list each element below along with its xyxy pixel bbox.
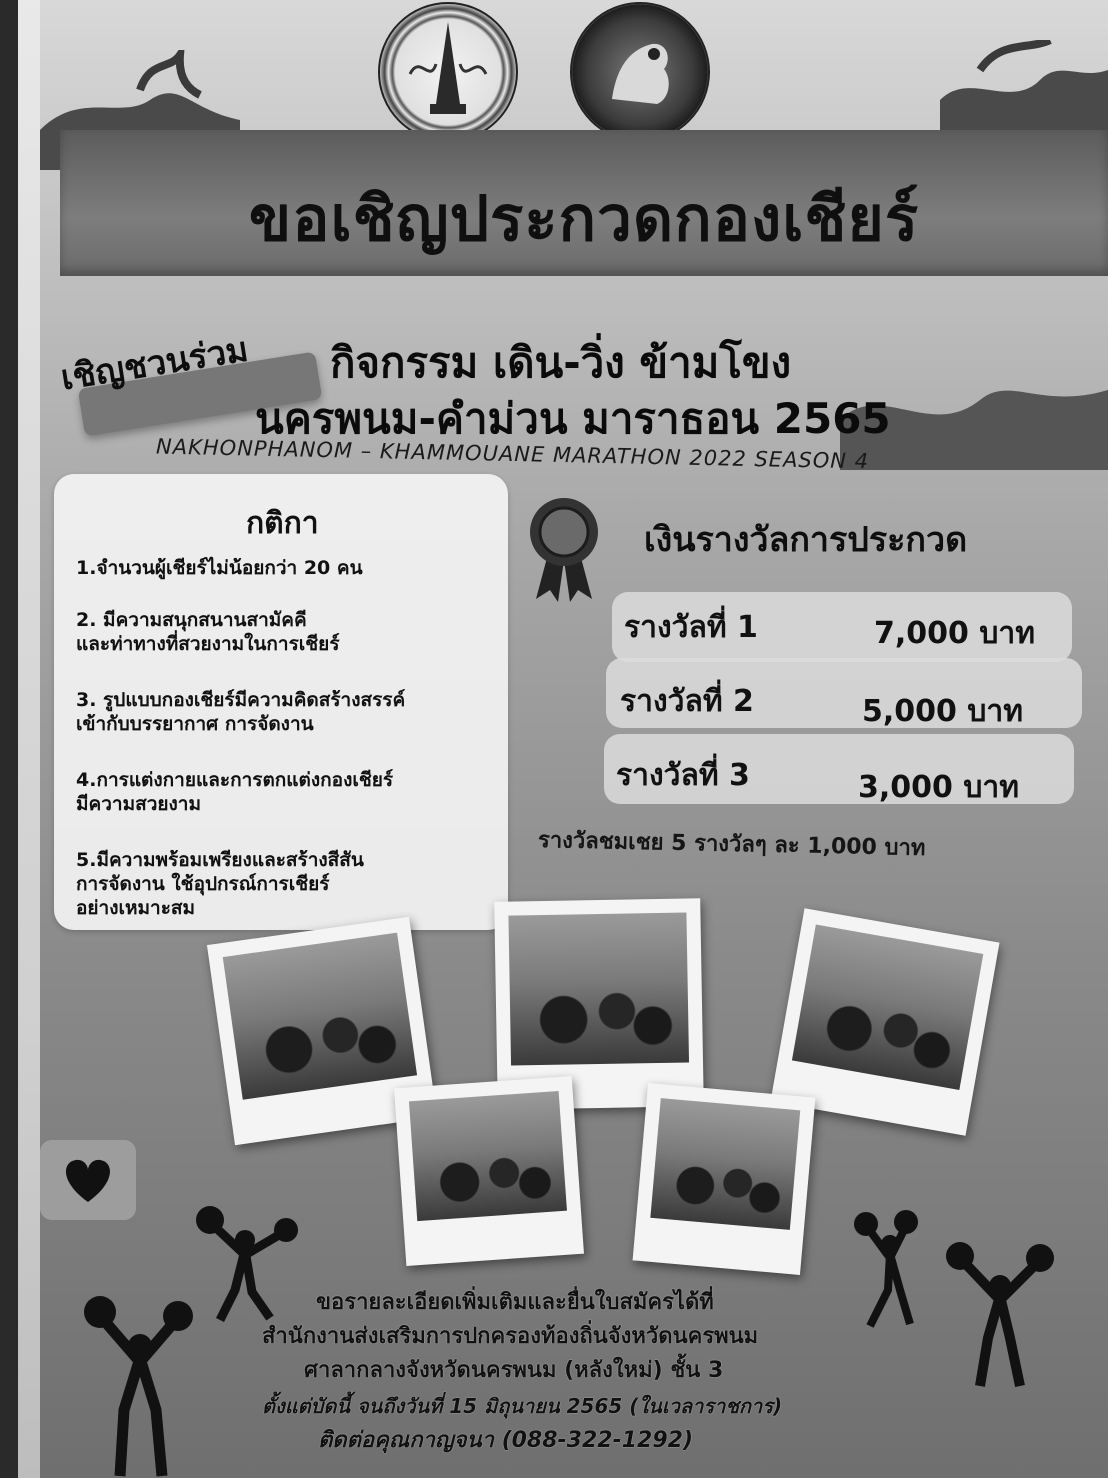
cheerleader-silhouette — [940, 1238, 1060, 1388]
heart-icon — [40, 1140, 136, 1220]
heart-badge — [40, 1140, 136, 1220]
rule-item: 2. มีความสนุกสนานสามัคคี และท่าทางที่สวยงามในการเชียร์ — [76, 609, 340, 655]
prize-label: รางวัลที่ 2 — [620, 684, 754, 719]
rule-item: 3. รูปแบบกองเชียร์มีความคิดสร้างสรรค์ เข้ากับบรรยากาศ การจัดงาน — [76, 689, 406, 735]
medal-icon — [526, 494, 602, 604]
provincial-seal-that-phanom — [378, 2, 518, 142]
cheer-photo — [633, 1083, 816, 1275]
consolation-prize: รางวัลชมเชย 5 รางวัลๆ ละ 1,000 บาท — [537, 827, 926, 862]
poster-title: ขอเชิญประกวดกองเชียร์ — [248, 182, 920, 255]
cheer-photo — [494, 898, 704, 1110]
prize-label: รางวัลที่ 3 — [616, 758, 750, 793]
event-english-name: NAKHONPHANOM – KHAMMOUANE MARATHON 2022 SEASON 4 — [155, 434, 870, 474]
poster — [40, 0, 1108, 1478]
footer-line: ตั้งแต่บัดนี้ จนถึงวันที่ 15 มิถุนายน 2565 (ในเวลาราชการ) — [262, 1394, 783, 1418]
prize-amount: 5,000 บาท — [862, 694, 1024, 729]
event-name-line1: กิจกรรม เดิน-วิ่ง ข้ามโขง — [330, 338, 792, 387]
event-name-line2: นครพนม-คำม่วน มาราธอน 2565 — [255, 394, 891, 443]
invite-text: เชิญชวนร่วม — [58, 329, 251, 399]
cheerleader-silhouette — [190, 1200, 300, 1330]
prize-amount: 7,000 บาท — [874, 616, 1036, 651]
paper-sheet — [18, 0, 1108, 1478]
cheerleader-silhouette — [80, 1290, 200, 1478]
footer-line: ศาลากลางจังหวัดนครพนม (หลังใหม่) ชั้น 3 — [304, 1358, 724, 1383]
rules-title: กติกา — [246, 506, 319, 541]
cheer-photo — [394, 1076, 584, 1266]
contact-line: ติดต่อคุณกาญจนา (088-322-1292) — [318, 1428, 694, 1453]
footer-line: ขอรายละเอียดเพิ่มเติมและยื่นใบสมัครได้ที่ — [316, 1290, 714, 1315]
footer-line: สำนักงานส่งเสริมการปกครองท้องถิ่นจังหวัดนครพนม — [262, 1324, 759, 1349]
provincial-seal-lion — [570, 2, 710, 142]
rule-item: 5.มีความพร้อมเพรียงและสร้างสีสัน การจัดงาน ใช้อุปกรณ์การเชียร์ อย่างเหมาะสม — [76, 849, 364, 919]
rule-item: 4.การแต่งกายและการตกแต่งกองเชียร์ มีความสวยงาม — [76, 769, 394, 815]
rule-item: 1.จำนวนผู้เชียร์ไม่น้อยกว่า 20 คน — [76, 557, 363, 579]
prize-label: รางวัลที่ 1 — [624, 610, 758, 645]
prize-title: เงินรางวัลการประกวด — [644, 520, 968, 560]
prize-amount: 3,000 บาท — [858, 770, 1020, 805]
